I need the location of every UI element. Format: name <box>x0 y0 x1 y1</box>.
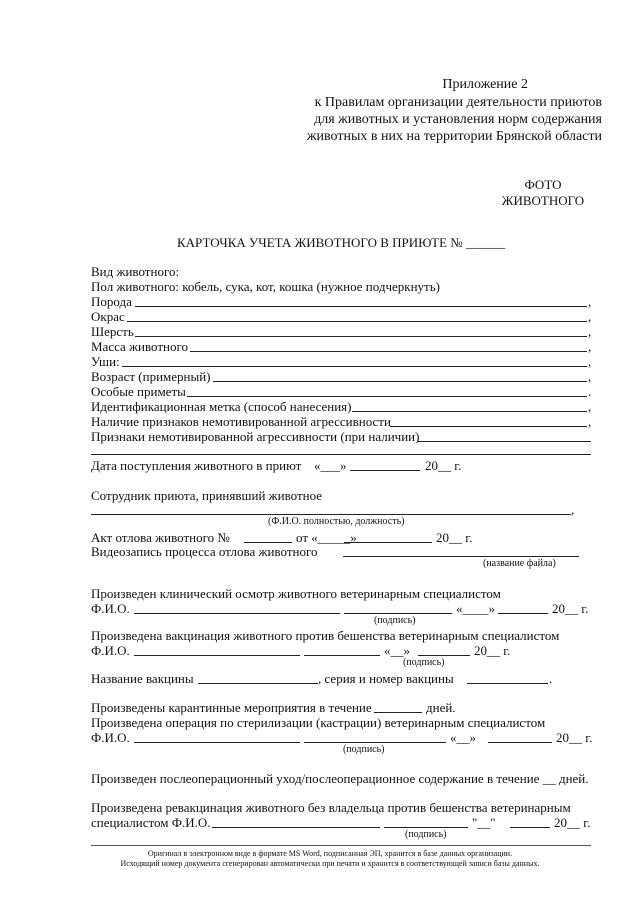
video-line[interactable] <box>343 556 579 557</box>
field-coat-label: Шерсть <box>91 324 134 339</box>
field-color-line[interactable] <box>127 321 587 322</box>
punct: , <box>588 309 592 324</box>
exam-day[interactable]: «____» <box>456 601 495 616</box>
punct: , <box>588 414 592 429</box>
field-breed-label: Порода <box>91 294 132 309</box>
steril-fio-line[interactable] <box>134 742 300 743</box>
field-id-mark-label: Идентификационная метка (способ нанесения) <box>91 399 352 414</box>
act-from[interactable]: от «_____» <box>296 530 357 545</box>
punct: , <box>588 324 592 339</box>
revacc-signature-line[interactable] <box>384 827 468 828</box>
field-weight-line[interactable] <box>190 351 587 352</box>
vacc-signature-caption: (подпись) <box>403 657 445 668</box>
appendix-ref-line: животных в них на территории Брянской области <box>306 129 602 144</box>
video-label: Видеозапись процесса отлова животного <box>91 544 318 559</box>
punct: . <box>588 384 592 399</box>
revacc-text: Произведена ревакцинация животного без владельца против бешенства ветеринарным <box>91 800 571 815</box>
field-aggr-signs-label: Признаки немотивированной агрессивности (при наличии) <box>91 429 420 444</box>
field-ears-line[interactable] <box>122 366 587 367</box>
footer-divider <box>91 845 591 846</box>
staff-label: Сотрудник приюта, принявший животное <box>91 488 323 503</box>
revacc-fio-line[interactable] <box>212 827 380 828</box>
vacc-month-line[interactable] <box>418 655 470 656</box>
act-month-line[interactable] <box>344 542 432 543</box>
vacc-fio-label: Ф.И.О. <box>91 643 130 658</box>
revacc-signature-caption: (подпись) <box>405 829 447 840</box>
field-aggr-signs-line[interactable] <box>417 441 591 442</box>
act-year: 20__ г. <box>436 530 473 545</box>
revacc-month-line[interactable] <box>510 827 550 828</box>
field-sex-label: Пол животного: кобель, сука, кот, кошка (нужное подчеркнуть) <box>91 279 440 294</box>
staff-caption: (Ф.И.О. полностью, должность) <box>268 516 405 527</box>
field-age-label: Возраст (примерный) <box>91 369 211 384</box>
act-number-line[interactable] <box>244 542 292 543</box>
quarantine-text: Произведены карантинные мероприятия в течение <box>91 700 372 715</box>
act-label: Акт отлова животного № <box>91 530 230 545</box>
exam-year: 20__ г. <box>552 601 589 616</box>
steril-text: Произведена операция по стерилизации (кастрации) ветеринарным специалистом <box>91 715 546 730</box>
field-breed-line[interactable] <box>135 306 587 307</box>
card-title: КАРТОЧКА УЧЕТА ЖИВОТНОГО В ПРИЮТЕ № ______ <box>177 235 505 250</box>
revacc-fio-label: специалистом Ф.И.О. <box>91 815 211 830</box>
field-weight-label: Масса животного <box>91 339 189 354</box>
field-species-label: Вид животного: <box>91 264 180 279</box>
postop-text: Произведен послеоперационный уход/послеоперационное содержание в течение __ дней. <box>91 771 589 786</box>
video-caption: (название файла) <box>483 558 556 569</box>
vacc-year: 20__ г. <box>474 643 511 658</box>
vaccine-name-line[interactable] <box>198 683 318 684</box>
footer-note: Оригинал в электронном виде в формате MS Word, подписанная ЭП, хранится в базе данных организации. <box>147 849 513 858</box>
punct: , <box>588 399 592 414</box>
vacc-day[interactable]: «__» <box>384 643 410 658</box>
arrival-month-line[interactable] <box>350 470 420 471</box>
steril-day[interactable]: «__» <box>450 730 476 745</box>
quarantine-days-line[interactable] <box>374 712 422 713</box>
photo-label: ФОТО <box>524 177 562 192</box>
photo-label: ЖИВОТНОГО <box>501 193 585 208</box>
field-no-aggr-line[interactable] <box>390 426 587 427</box>
exam-signature-line[interactable] <box>344 613 452 614</box>
steril-signature-caption: (подпись) <box>343 744 385 755</box>
staff-line[interactable] <box>91 514 571 515</box>
punct: , <box>588 369 592 384</box>
arrival-day[interactable]: «___» <box>314 458 347 473</box>
punct: . <box>549 671 553 686</box>
revacc-day[interactable]: "__" <box>472 815 496 830</box>
punct: , <box>588 294 592 309</box>
vacc-text: Произведена вакцинация животного против бешенства ветеринарным специалистом <box>91 628 560 643</box>
field-ears-label: Уши: <box>91 354 120 369</box>
quarantine-days-label: дней. <box>426 700 456 715</box>
punct: , <box>588 339 592 354</box>
field-color-label: Окрас <box>91 309 125 324</box>
vaccine-series-line[interactable] <box>467 683 548 684</box>
appendix-number: Приложение 2 <box>442 77 528 92</box>
exam-text: Произведен клинический осмотр животного ветеринарным специалистом <box>91 586 501 601</box>
field-id-mark-line[interactable] <box>352 411 587 412</box>
steril-fio-label: Ф.И.О. <box>91 730 130 745</box>
exam-signature-caption: (подпись) <box>374 615 416 626</box>
steril-signature-line[interactable] <box>304 742 446 743</box>
arrival-year: 20__ г. <box>425 458 462 473</box>
appendix-ref-line: к Правилам организации деятельности приютов <box>314 95 602 110</box>
vacc-signature-line[interactable] <box>304 655 380 656</box>
exam-fio-line[interactable] <box>134 613 340 614</box>
punct: , <box>571 502 575 517</box>
field-age-line[interactable] <box>213 381 587 382</box>
vacc-fio-line[interactable] <box>134 655 300 656</box>
exam-fio-label: Ф.И.О. <box>91 601 130 616</box>
vaccine-series-label: , серия и номер вакцины <box>318 671 454 686</box>
field-marks-line[interactable] <box>187 396 587 397</box>
field-aggr-signs-line-2[interactable] <box>91 454 591 455</box>
steril-month-line[interactable] <box>488 742 552 743</box>
steril-year: 20__ г. <box>556 730 593 745</box>
field-coat-line[interactable] <box>135 336 587 337</box>
footer-note: Исходящий номер документа сгенерирован автоматически при печати и хранится в соответствующей записи базы данных. <box>120 859 540 868</box>
arrival-label: Дата поступления животного в приют <box>91 458 302 473</box>
exam-month-line[interactable] <box>498 613 548 614</box>
vaccine-name-label: Название вакцины <box>91 671 194 686</box>
punct: , <box>588 354 592 369</box>
revacc-year: 20__ г. <box>554 815 591 830</box>
appendix-ref-line: для животных и установления норм содержания <box>314 112 602 127</box>
field-no-aggr-label: Наличие признаков немотивированной агрессивности <box>91 414 391 429</box>
field-marks-label: Особые приметы <box>91 384 186 399</box>
